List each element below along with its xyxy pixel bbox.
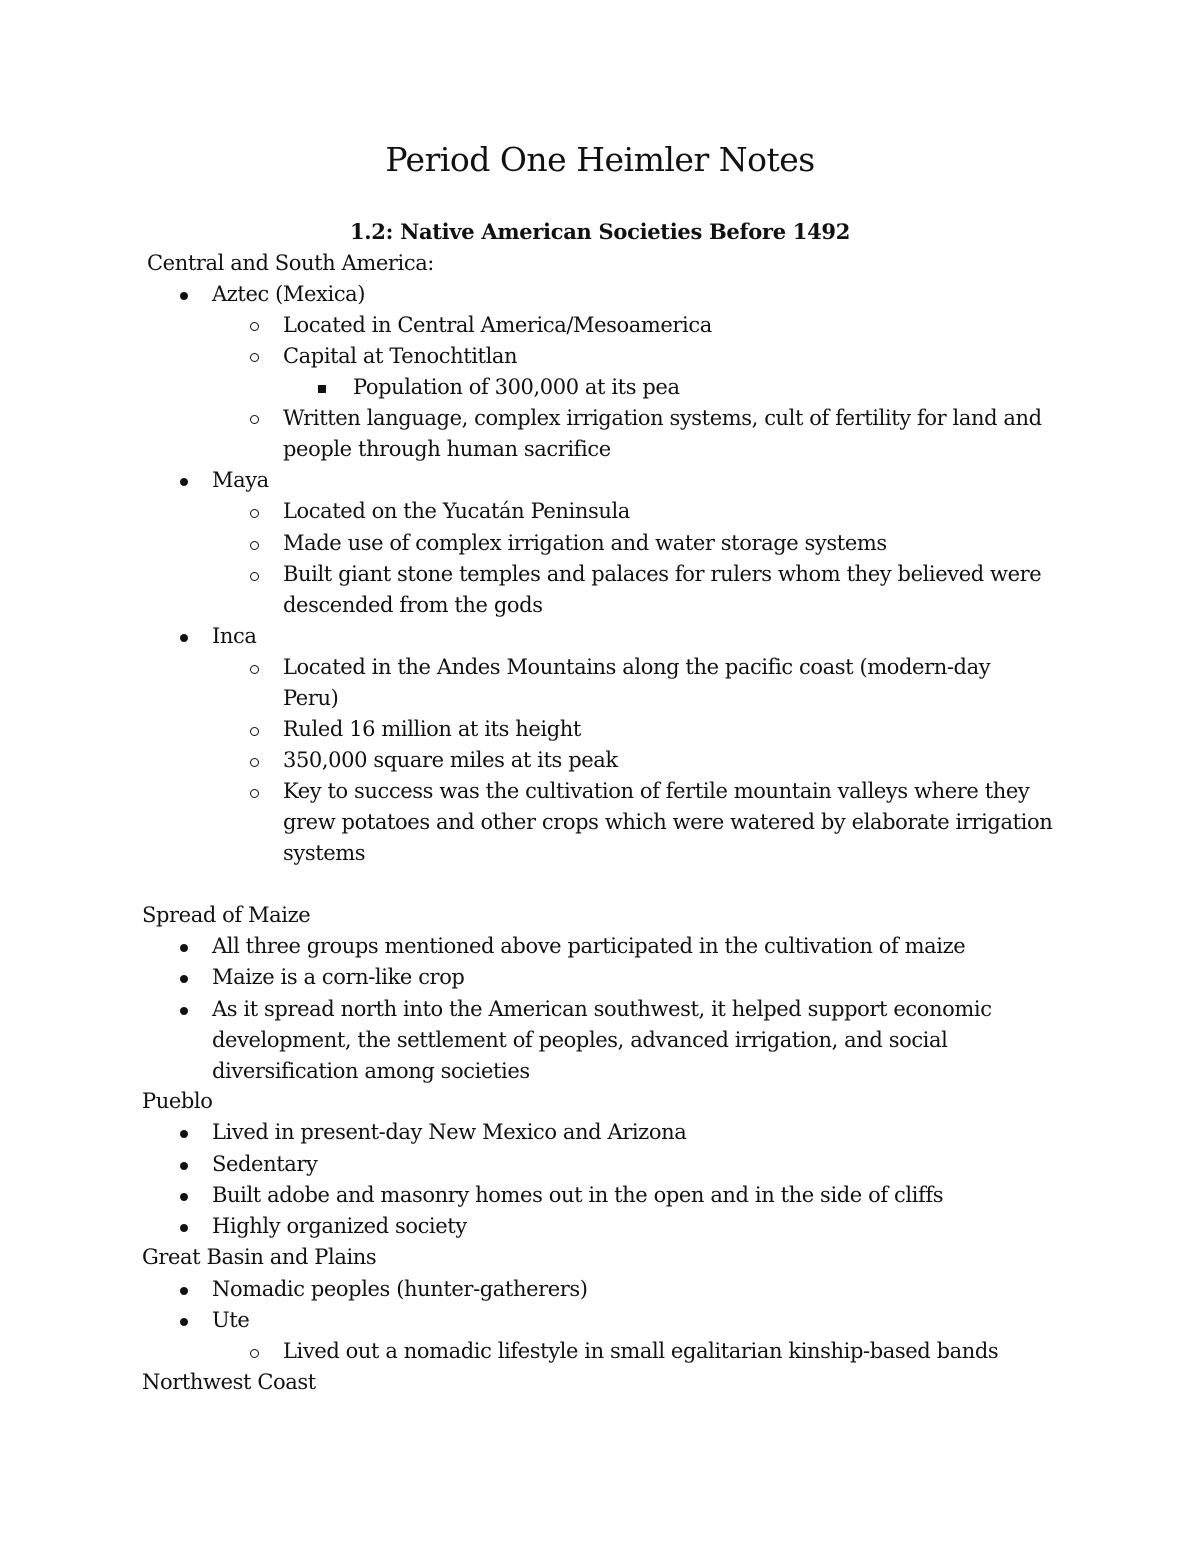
list-item-pueblo-1: Lived in present-day New Mexico and Arizona — [212, 1120, 687, 1144]
section-heading: 1.2: Native American Societies Before 1492 — [349, 219, 851, 244]
list-item-aztec-capital: Capital at Tenochtitlan — [283, 344, 518, 368]
list-item-inca-success-cont: grew potatoes and other crops which were watered by elaborate irrigation — [283, 810, 1053, 834]
list-item-maize-1: All three groups mentioned above participated in the cultivation of maize — [212, 934, 966, 958]
list-item-aztec-features: Written language, complex irrigation systems, cult of fertility for land and — [283, 406, 1042, 430]
list-item-aztec-features-cont: people through human sacrifice — [283, 437, 611, 461]
heading-pueblo: Pueblo — [142, 1089, 213, 1113]
list-item-inca-location: Located in the Andes Mountains along the pacific coast (modern-day — [283, 655, 991, 679]
bullet-dot-icon — [180, 478, 188, 486]
list-item-aztec-location: Located in Central America/Mesoamerica — [283, 313, 712, 337]
bullet-circle-icon — [250, 665, 259, 674]
bullet-dot-icon — [180, 1287, 188, 1295]
list-item-great-basin-1: Nomadic peoples (hunter-gatherers) — [212, 1277, 588, 1301]
list-item-maya-location: Located on the Yucatán Peninsula — [283, 499, 630, 523]
bullet-circle-icon — [250, 789, 259, 798]
list-item-maya-temples: Built giant stone temples and palaces for rulers whom they believed were — [283, 562, 1042, 586]
list-item-aztec-population: Population of 300,000 at its pea — [353, 375, 680, 399]
list-item-pueblo-3: Built adobe and masonry homes out in the open and in the side of cliffs — [212, 1183, 944, 1207]
bullet-circle-icon — [250, 727, 259, 736]
list-item-aztec: Aztec (Mexica) — [212, 282, 366, 306]
list-item-ute-detail: Lived out a nomadic lifestyle in small egalitarian kinship-based bands — [283, 1339, 999, 1363]
list-item-inca-success-cont: systems — [283, 841, 366, 865]
list-item-maize-3-cont: development, the settlement of peoples, advanced irrigation, and social — [212, 1028, 948, 1052]
bullet-circle-icon — [250, 415, 259, 424]
list-item-maya-irrigation: Made use of complex irrigation and water storage systems — [283, 531, 887, 555]
list-item-maya: Maya — [212, 468, 269, 492]
bullet-dot-icon — [180, 1318, 188, 1326]
bullet-dot-icon — [180, 975, 188, 983]
bullet-circle-icon — [250, 353, 259, 362]
list-item-maize-3: As it spread north into the American southwest, it helped support economic — [212, 997, 992, 1021]
list-item-inca-location-cont: Peru) — [283, 686, 339, 710]
bullet-square-icon — [318, 385, 326, 393]
list-item-maize-2: Maize is a corn-like crop — [212, 965, 465, 989]
list-item-maya-temples-cont: descended from the gods — [283, 593, 543, 617]
bullet-circle-icon — [250, 1349, 259, 1358]
heading-central-south-america: Central and South America: — [147, 251, 434, 275]
list-item-pueblo-2: Sedentary — [212, 1152, 318, 1176]
list-item-ute: Ute — [212, 1308, 250, 1332]
heading-spread-of-maize: Spread of Maize — [142, 903, 311, 927]
heading-great-basin: Great Basin and Plains — [142, 1245, 377, 1269]
heading-northwest-coast: Northwest Coast — [142, 1370, 316, 1394]
bullet-dot-icon — [180, 292, 188, 300]
bullet-circle-icon — [250, 509, 259, 518]
bullet-circle-icon — [250, 541, 259, 550]
bullet-dot-icon — [180, 944, 188, 952]
list-item-pueblo-4: Highly organized society — [212, 1214, 467, 1238]
list-item-inca: Inca — [212, 624, 257, 648]
bullet-dot-icon — [180, 1130, 188, 1138]
bullet-dot-icon — [180, 1162, 188, 1170]
list-item-inca-ruled: Ruled 16 million at its height — [283, 717, 581, 741]
list-item-maize-3-cont: diversification among societies — [212, 1059, 530, 1083]
bullet-circle-icon — [250, 322, 259, 331]
bullet-dot-icon — [180, 1224, 188, 1232]
list-item-inca-success: Key to success was the cultivation of fertile mountain valleys where they — [283, 779, 1030, 803]
bullet-circle-icon — [250, 758, 259, 767]
bullet-dot-icon — [180, 1007, 188, 1015]
list-item-inca-area: 350,000 square miles at its peak — [283, 748, 618, 772]
bullet-circle-icon — [250, 572, 259, 581]
bullet-dot-icon — [180, 1193, 188, 1201]
bullet-dot-icon — [180, 634, 188, 642]
page-title: Period One Heimler Notes — [385, 140, 815, 179]
